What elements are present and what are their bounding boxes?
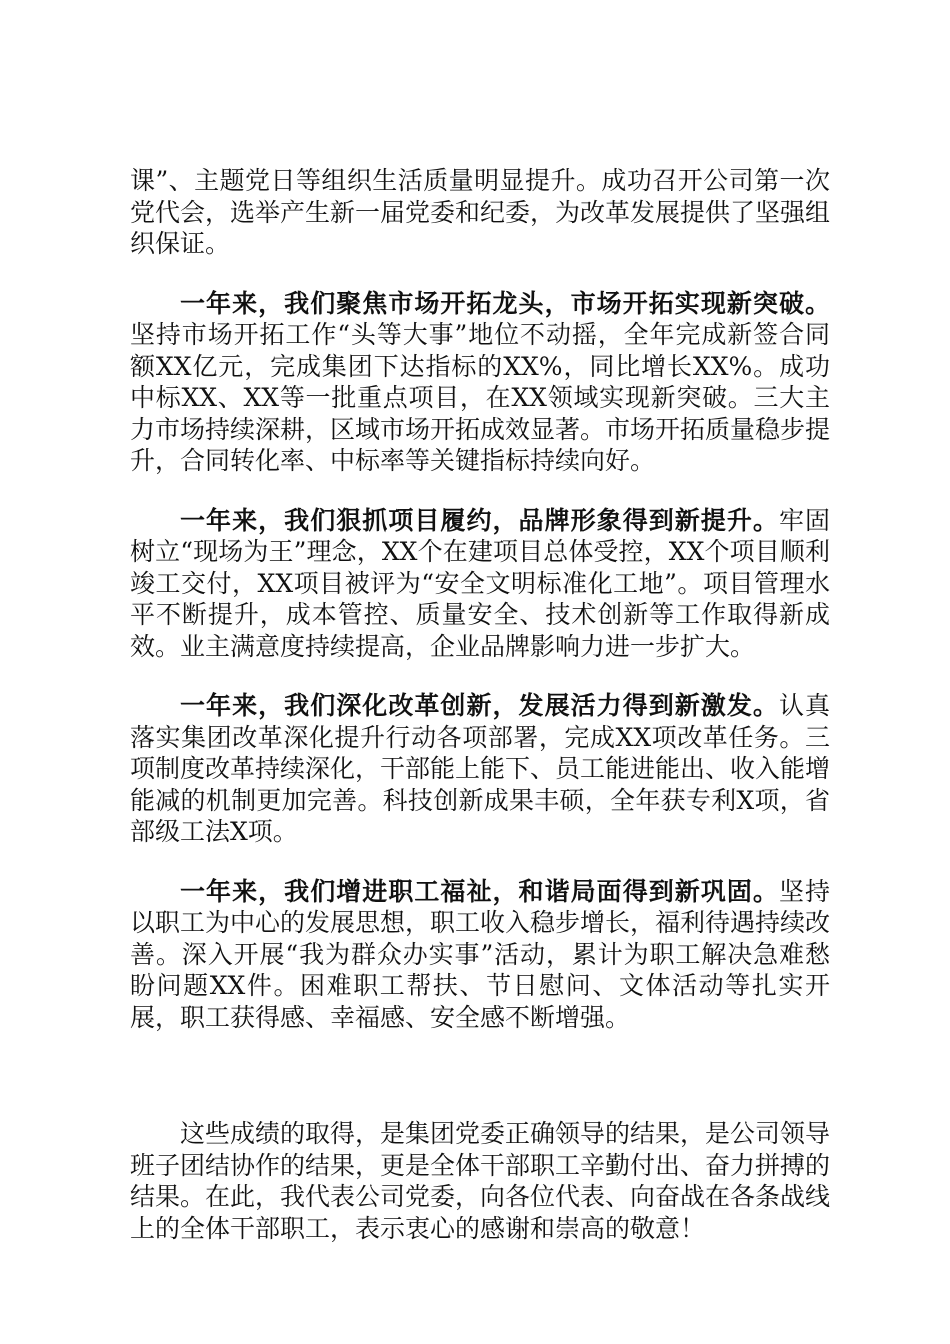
paragraph-body: 认真落实集团改革深化提升行动各项部署，完成XX项改革任务。三项制度改革持续深化，干部能上能下、员工能进能出、收入能增能减的机制更加完善。科技创新成果丰硕，全年获专利X项，省部级工法X项。 [130,691,831,846]
paragraph-continuation: 课”、主题党日等组织生活质量明显提升。成功召开公司第一次党代会，选举产生新一届党委和纪委，为改革发展提供了坚强组织保证。 [130,166,831,258]
paragraph-gap [130,662,830,690]
paragraph-lead: 一年来，我们深化改革创新，发展活力得到新激发。 [180,691,779,720]
paragraph-reform [130,690,830,848]
paragraph-market [130,288,830,477]
section-gap [130,1033,830,1118]
paragraph-gap [130,477,830,505]
paragraph-thanks: 这些成绩的取得，是集团党委正确领导的结果，是公司领导班子团结协作的结果，更是全体干部职工辛勤付出、奋力拼搏的结果。在此，我代表公司党委，向各位代表、向奋战在各条战线上的全体干部职工，表示衷心的感谢和崇高的敬意！ [130,1119,831,1243]
paragraph-body: 坚持市场开拓工作“头等大事”地位不动摇，全年完成新签合同额XX亿元，完成集团下达指标的XX%，同比增长XX%。成功中标XX、XX等一批重点项目，在XX领域实现新突破。三大主力市场持续深耕，区域市场开拓成效显著。市场开拓质量稳步提升，合同转化率、中标率等关键指标持续向好。 [130,320,831,475]
paragraph-welfare [130,876,830,1034]
paragraph-projects [130,505,830,663]
paragraph-gap [130,260,830,288]
document-page [130,165,830,1244]
paragraph-gap [130,848,830,876]
paragraph-body: 坚持以职工为中心的发展思想，职工收入稳步增长，福利待遇持续改善。深入开展“我为群众办实事”活动，累计为职工解决急难愁盼问题XX件。困难职工帮扶、节日慰问、文体活动等扎实开展，职工获得感、幸福感、安全感不断增强。 [130,876,831,1032]
paragraph-lead: 一年来，我们增进职工福祉，和谐局面得到新巩固。 [180,876,779,906]
paragraph-body: 牢固树立“现场为王”理念，XX个在建项目总体受控，XX个项目顺利竣工交付，XX项目被评为“安全文明标准化工地”。项目管理水平不断提升，成本管控、质量安全、技术创新等工作取得新成效。业主满意度持续提高，企业品牌影响力进一步扩大。 [130,505,830,661]
paragraph-lead: 一年来，我们聚焦市场开拓龙头，市场开拓实现新突破。 [180,288,830,318]
paragraph-lead: 一年来，我们狠抓项目履约，品牌形象得到新提升。 [180,505,779,535]
